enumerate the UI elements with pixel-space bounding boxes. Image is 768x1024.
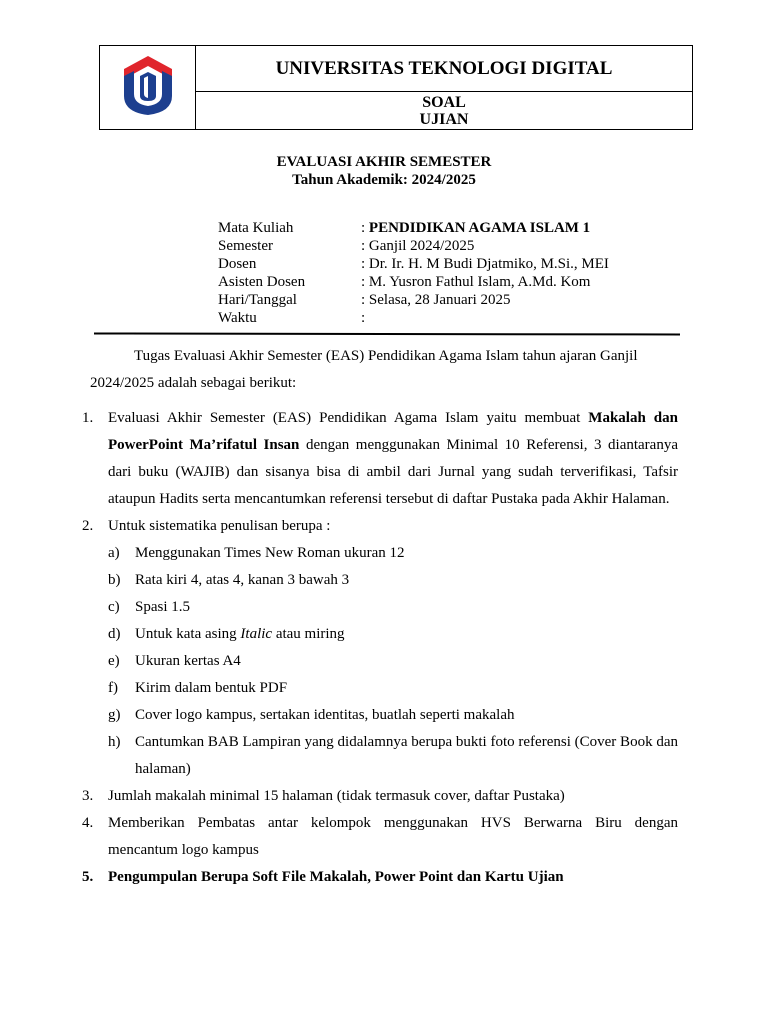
header-table <box>99 45 693 130</box>
list-item: 4. Memberikan Pembatas antar kelompok menggunakan HVS Berwarna Biru dengan mencantum logo kampus <box>82 815 678 858</box>
info-value: : M. Yusron Fathul Islam, A.Md. Kom <box>361 274 591 290</box>
sub-item: a) Menggunakan Times New Roman ukuran 12 <box>108 545 405 561</box>
university-logo-icon <box>122 54 174 116</box>
sub-item: d) Untuk kata asing Italic atau miring <box>108 626 345 642</box>
info-label: Waktu <box>218 310 257 326</box>
divider-line <box>94 332 680 335</box>
sub-item: e) Ukuran kertas A4 <box>108 653 241 669</box>
info-label: Dosen <box>218 256 257 272</box>
list-item: 2. Untuk sistematika penulisan berupa : <box>82 518 331 534</box>
info-row-assistant <box>218 273 609 291</box>
info-row-course <box>218 219 609 237</box>
intro-paragraph: Tugas Evaluasi Akhir Semester (EAS) Pendidikan Agama Islam tahun ajaran Ganjil 2024/2025 adalah sebagai berikut: <box>90 348 638 391</box>
info-value: : Ganjil 2024/2025 <box>361 238 475 254</box>
soal-label: SOAL <box>422 93 466 111</box>
info-value: : <box>361 310 366 326</box>
list-item: 5. Pengumpulan Berupa Soft File Makalah, Power Point dan Kartu Ujian <box>82 869 564 885</box>
info-value: : Selasa, 28 Januari 2025 <box>361 292 511 308</box>
title-line-1: EVALUASI AKHIR SEMESTER <box>276 154 492 170</box>
info-value: : PENDIDIKAN AGAMA ISLAM 1 <box>361 220 591 236</box>
info-label: Hari/Tanggal <box>218 292 297 308</box>
document-title <box>0 153 768 189</box>
sub-item: g) Cover logo kampus, sertakan identitas, buatlah seperti makalah <box>108 707 515 723</box>
info-row-date <box>218 291 609 309</box>
university-name: UNIVERSITAS TEKNOLOGI DIGITAL <box>196 46 693 92</box>
ujian-label: UJIAN <box>419 110 469 128</box>
list-item: 1. Evaluasi Akhir Semester (EAS) Pendidikan Agama Islam yaitu membuat Makalah dan PowerPoint Ma’rifatul Insan dengan menggunakan Minimal 10 Referensi, 3 diantaranya dari buku (WAJIB) dan sisanya bisa di ambil dari Jurnal yang sudah terverifikasi, Tafsir ataupun Hadits serta mencantumkan referensi tersebut di daftar Pustaka pada Akhir Halaman. <box>82 410 678 507</box>
sub-item: h) Cantumkan BAB Lampiran yang didalamnya berupa bukti foto referensi (Cover Book dan halaman) <box>108 734 678 777</box>
info-label: Asisten Dosen <box>218 274 306 290</box>
exam-type <box>196 92 693 130</box>
info-row-lecturer <box>218 255 609 273</box>
title-line-2: Tahun Akademik: 2024/2025 <box>292 172 476 188</box>
list-item: 3. Jumlah makalah minimal 15 halaman (tidak termasuk cover, daftar Pustaka) <box>82 788 565 804</box>
sub-item: f) Kirim dalam bentuk PDF <box>108 680 288 696</box>
info-row-time <box>218 309 609 327</box>
info-label: Semester <box>218 238 273 254</box>
info-row-semester <box>218 237 609 255</box>
task-list <box>82 405 678 891</box>
sub-item: c) Spasi 1.5 <box>108 599 191 615</box>
sub-item: b) Rata kiri 4, atas 4, kanan 3 bawah 3 <box>108 572 350 588</box>
info-value: : Dr. Ir. H. M Budi Djatmiko, M.Si., MEI <box>361 256 609 272</box>
info-label: Mata Kuliah <box>218 220 294 236</box>
logo-cell <box>100 46 196 130</box>
course-info <box>218 219 609 327</box>
